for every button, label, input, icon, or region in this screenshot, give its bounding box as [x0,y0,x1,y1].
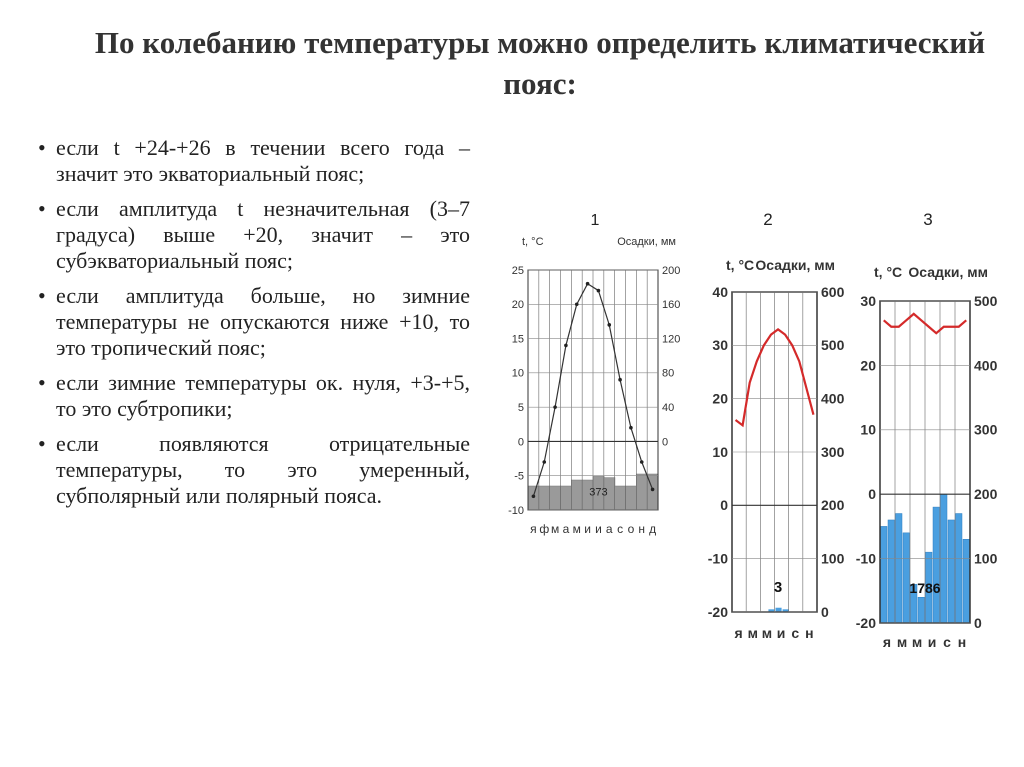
month-label: м [572,522,581,536]
month-label: и [595,522,602,536]
precip-axis-label: Осадки, мм [617,236,676,248]
precip-tick-label: 200 [821,497,845,514]
precip-tick-label: 160 [662,299,681,312]
precip-tick-label: 0 [662,436,669,449]
annual-precipitation-label: 373 [589,486,608,499]
precip-tick-label: 0 [974,614,982,631]
bullet-text: если t +24-+26 в течении всего года – значит это экваториальный пояс; [56,135,470,186]
month-label: м [911,634,924,650]
precip-tick-label: 400 [821,390,845,407]
temp-tick-label: 0 [868,486,876,503]
annual-precipitation-label: 1786 [909,580,941,596]
precip-bar [948,520,955,623]
precip-axis-label: Осадки, мм [908,264,988,280]
month-label: а [562,522,570,536]
temperature-point [618,378,622,382]
precip-bar [561,486,572,510]
temp-tick-label: -20 [855,614,876,631]
bullet-dot: • [38,283,46,308]
month-label: а [605,522,613,536]
precip-bar [615,486,626,510]
precip-tick-label: 120 [662,333,681,346]
precip-bar [963,539,970,623]
precip-tick-label: 200 [974,486,998,503]
temperature-point [542,460,546,464]
precip-tick-label: 80 [662,367,675,380]
bullet-dot: • [38,370,46,395]
precip-tick-label: 40 [662,401,675,414]
temp-tick-label: 15 [511,333,524,346]
temperature-point [607,323,611,327]
chart-number: 3 [923,210,933,229]
temp-tick-label: -10 [508,504,524,517]
temperature-point [629,426,633,430]
month-label: с [617,522,624,536]
precip-tick-label: 100 [974,550,998,567]
month-label: о [627,522,635,536]
temp-tick-label: -20 [707,603,728,620]
precip-bar [956,514,963,623]
chart-number: 2 [763,210,773,229]
precip-bar [550,486,561,510]
precip-bar [888,520,895,623]
temp-tick-label: -10 [855,550,876,567]
precip-tick-label: 500 [821,337,845,354]
precip-tick-label: 100 [821,550,845,567]
month-label: м [747,625,759,641]
precip-bar [896,514,903,623]
bullet-item [38,370,470,422]
month-label: с [791,625,801,641]
temperature-point [586,282,590,286]
bullet-text: если зимние температуры ок. нуля, +3-+5, то это субтропики; [56,370,470,421]
precip-bar [903,533,910,623]
month-label: и [584,522,591,536]
precip-tick-label: 300 [974,421,998,438]
precip-tick-label: 200 [662,264,681,277]
bullet-item [38,196,470,274]
precip-axis-label: Осадки, мм [755,257,835,273]
precip-tick-label: 300 [821,443,845,460]
bullet-dot: • [38,196,46,221]
temp-axis-label: t, °C [726,257,755,273]
bullet-text: если амплитуда t незначительная (3–7 градуса) выше +20, значит – это субэкваториальный пояс; [56,196,470,273]
temp-tick-label: 10 [860,421,876,438]
month-label: н [638,522,646,536]
precip-tick-label: 0 [821,603,829,620]
temp-tick-label: 30 [860,292,876,309]
precip-bar [626,486,637,510]
bullet-list [38,135,470,518]
chart-number: 1 [590,212,600,229]
temp-tick-label: -10 [707,550,728,567]
month-label: и [927,634,938,650]
month-label: я [734,625,744,641]
temp-axis-label: t, °C [522,236,544,248]
bullet-text: если появляются отрицательные температуры, то это умеренный, субполярный или полярный пояса. [56,431,470,508]
slide-title: По колебанию температуры можно определить климатический пояс: [94,25,986,101]
month-label: м [896,634,909,650]
temp-axis-label: t, °C [874,264,903,280]
temp-tick-label: 10 [511,367,524,380]
temperature-point [575,302,579,306]
month-label: я [882,634,893,650]
bullet-text: если амплитуда больше, но зимние температуры не опускаются ниже +10, то это тропический пояс; [56,283,470,360]
temperature-point [640,460,644,464]
temp-tick-label: 0 [517,436,524,449]
temperature-point [532,494,536,498]
temp-tick-label: 20 [860,357,876,374]
bullet-dot: • [38,135,46,160]
temp-tick-label: 20 [511,299,524,312]
precip-bar [881,526,888,623]
precip-bar [918,597,925,623]
bullet-item [38,135,470,187]
month-label: н [805,625,815,641]
month-label: м [550,522,560,536]
temp-tick-label: 10 [712,443,728,460]
month-label: с [943,634,952,650]
climate-charts [500,195,1010,665]
month-label: м [761,625,774,641]
annual-precipitation-label: 3 [773,579,783,596]
precip-bar [636,474,647,510]
precip-tick-label: 500 [974,292,998,309]
bullet-item [38,431,470,509]
precip-tick-label: 600 [821,283,845,300]
temperature-point [597,289,601,293]
precip-bar [933,507,940,623]
temp-tick-label: 20 [712,390,728,407]
month-label: н [957,634,968,650]
precip-tick-label: 400 [974,357,998,374]
temp-tick-label: 5 [517,401,524,414]
temperature-point [553,405,557,409]
month-label: ф [539,522,550,536]
month-label: д [649,522,657,536]
month-label: я [530,522,537,536]
temp-tick-label: 30 [712,337,728,354]
precip-bar [539,486,550,510]
precip-bar [571,480,582,510]
temp-tick-label: 25 [511,264,524,277]
temp-tick-label: -5 [514,470,524,483]
temperature-point [651,488,655,492]
temp-tick-label: 0 [720,497,728,514]
temp-tick-label: 40 [712,283,728,300]
month-label: и [776,625,787,641]
bullet-dot: • [38,431,46,456]
temperature-point [564,344,568,348]
bullet-item [38,283,470,361]
